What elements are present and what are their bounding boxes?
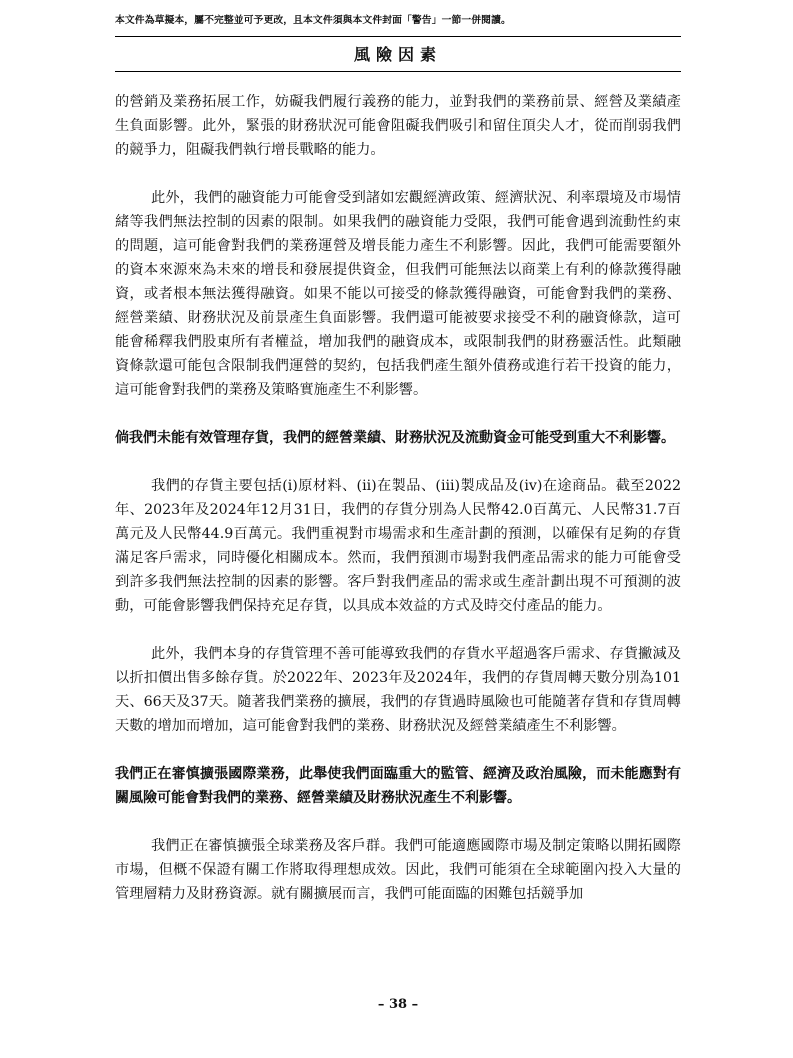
section-title: 風險因素 (353, 45, 442, 64)
paragraph-inventory: 我們的存貨主要包括(i)原材料、(ii)在製品、(iii)製成品及(iv)在途商品。截至2022年、2023年及2024年12月31日，我們的存貨分別為人民幣42.0百萬元、人民幣31.7百萬元及人民幣44.9百萬元。我們重視對市場需求和生產計劃的預測，以確保有足夠的存貨滿足客戶需求，同時優化相關成本。然而，我們預測市場對我們產品需求的能力可能會受到許多我們無法控制的因素的影響。客戶對我們產品的需求或生產計劃出現不可預測的波動，可能會影響我們保持充足存貨，以具成本效益的方式及時交付產品的能力。 (115, 478, 681, 614)
paragraph-international: 我們正在審慎擴張全球業務及客戶群。我們可能適應國際市場及制定策略以開拓國際市場，但概不保證有關工作將取得理想成效。因此，我們可能須在全球範圍內投入大量的管理層精力及財務資源。就有關擴展而言，我們可能面臨的困難包括競爭加 (115, 838, 681, 902)
page-number: – 38 – (377, 997, 419, 1012)
paragraph-inventory-management: 此外，我們本身的存貨管理不善可能導致我們的存貨水平超過客戶需求、存貨撇減及以折扣價出售多餘存貨。於2022年、2023年及2024年，我們的存貨周轉天數分別為101天、66天及37天。隨著我們業務的擴展，我們的存貨過時風險也可能隨著存貨和存貨周轉天數的增加而增加，這可能會對我們的業務、財務狀況及經營業績產生不利影響。 (115, 646, 681, 734)
draft-disclaimer: 本文件為草擬本，屬不完整並可予更改，且本文件須與本文件封面「警告」一節一併閱讀。 (115, 15, 511, 26)
header-rule-top (115, 36, 681, 37)
paragraph-financing: 此外，我們的融資能力可能會受到諸如宏觀經濟政策、經濟狀況、利率環境及市場情緒等我們無法控制的因素的限制。如果我們的融資能力受限，我們可能會遇到流動性約束的問題，這可能會對我們的業務運營及增長能力產生不利影響。因此，我們可能需要額外的資本來源來為未來的增長和發展提供資金，但我們可能無法以商業上有利的條款獲得融資，或者根本無法獲得融資。如果不能以可接受的條款獲得融資，可能會對我們的業務、經營業績、財務狀況及前景產生負面影響。我們還可能被要求接受不利的融資條款，這可能會稀釋我們股東所有者權益，增加我們的融資成本，或限制我們的財務靈活性。此類融資條款還可能包含限制我們運營的契約，包括我們產生額外債務或進行若干投資的能力，這可能會對我們的業務及策略實施產生不利影響。 (115, 190, 681, 398)
risk-heading-international: 我們正在審慎擴張國際業務，此舉使我們面臨重大的監管、經濟及政治風險，而未能應對有關風險可能會對我們的業務、經營業績及財務狀況產生不利影響。 (115, 766, 681, 806)
risk-heading-inventory: 倘我們未能有效管理存貨，我們的經營業績、財務狀況及流動資金可能受到重大不利影響。 (115, 430, 675, 446)
header-rule-bottom (115, 71, 681, 72)
document-body (115, 90, 681, 906)
paragraph-continuation: 的營銷及業務拓展工作，妨礙我們履行義務的能力，並對我們的業務前景、經營及業績產生負面影響。此外，緊張的財務狀況可能會阻礙我們吸引和留住頂尖人才，從而削弱我們的競爭力，阻礙我們執行增長戰略的能力。 (115, 94, 681, 158)
